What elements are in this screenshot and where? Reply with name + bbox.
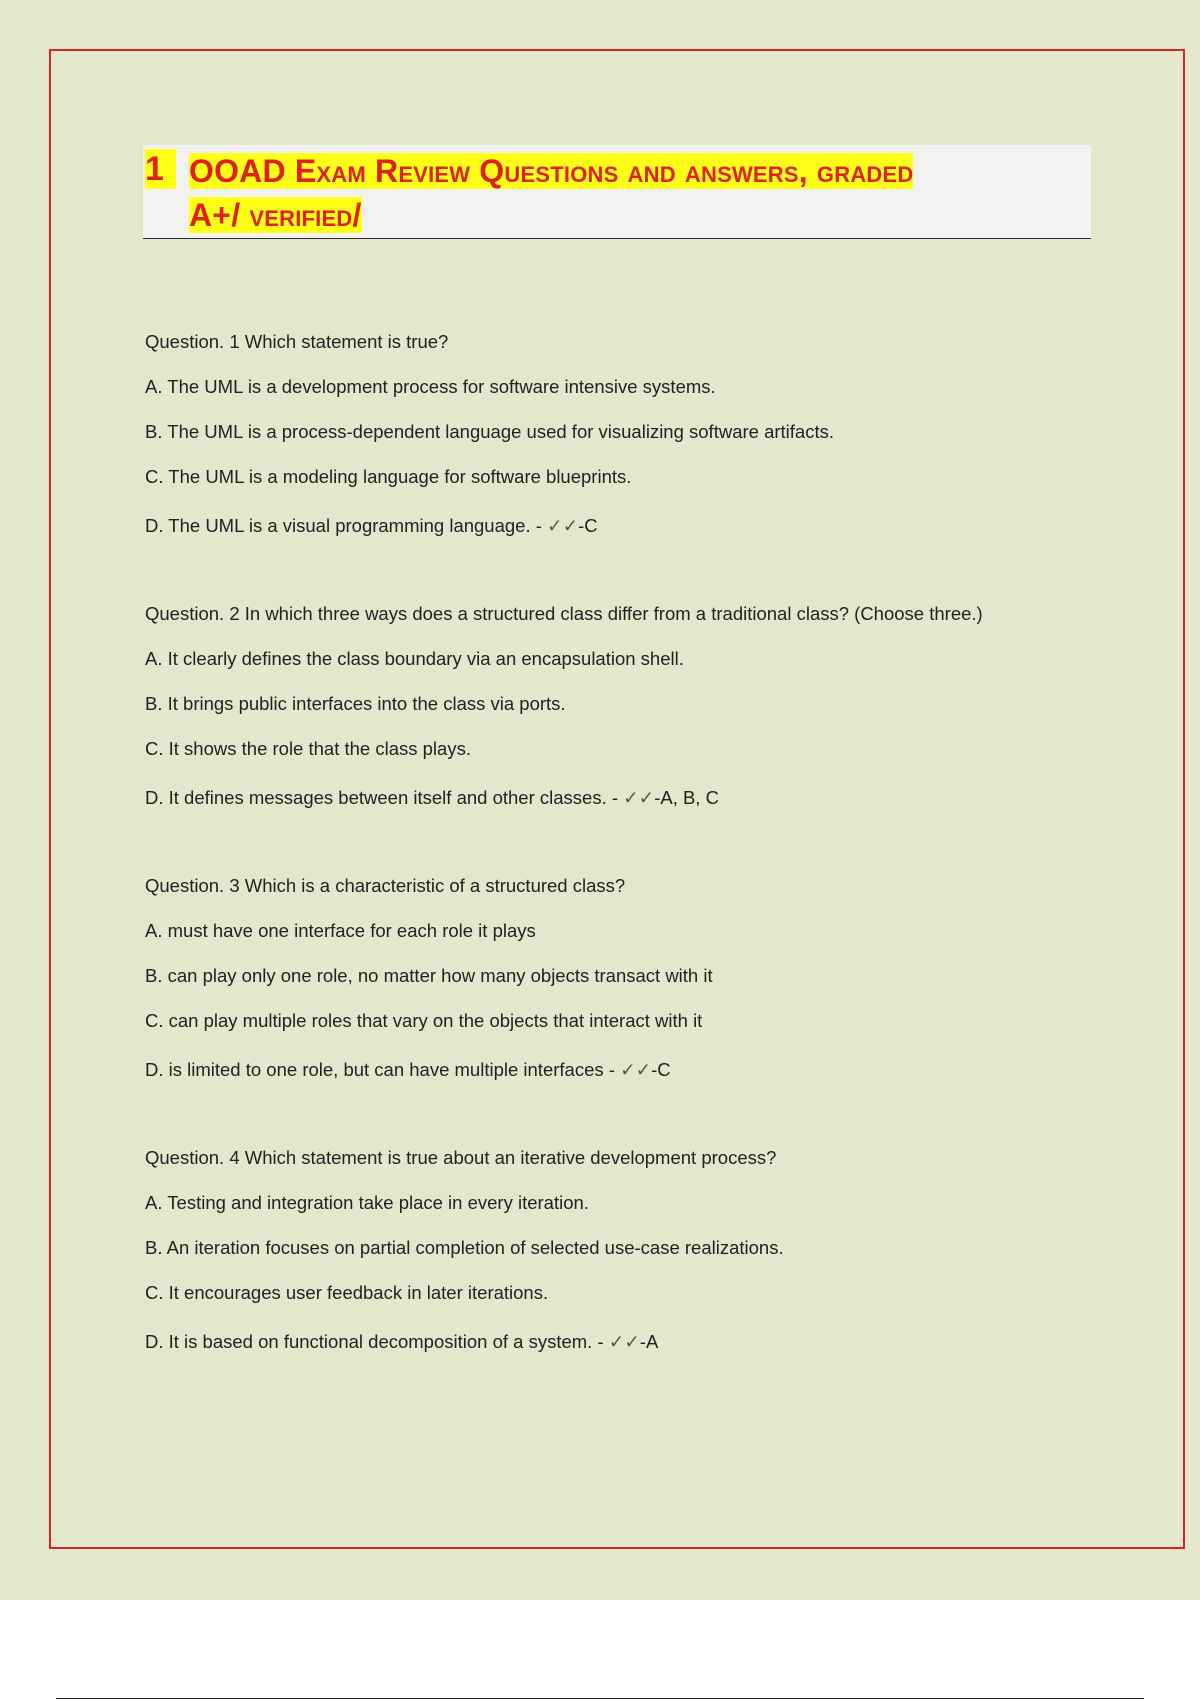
option-a: A. It clearly defines the class boundary via an encapsulation shell. [145, 648, 684, 669]
question-block [145, 598, 1095, 826]
check-icon: ✓ [620, 1059, 633, 1080]
check-icon: ✓ [623, 787, 636, 808]
check-icon: ✓ [635, 1059, 649, 1080]
option-b: B. An iteration focuses on partial completion of selected use-case realizations. [145, 1237, 784, 1258]
title-line-2: A+/ verified/ [189, 197, 362, 233]
title-block [143, 145, 1091, 239]
question-block [145, 326, 1095, 554]
question-prompt: Question. 4 Which statement is true about an iterative development process? [145, 1147, 777, 1168]
question-prompt: Question. 2 In which three ways does a structured class differ from a traditional class? (Choose three.) [145, 603, 983, 624]
option-b: B. can play only one role, no matter how many objects transact with it [145, 965, 713, 986]
questions-list [145, 326, 1095, 1414]
answer-key: -A, B, C [654, 787, 719, 808]
option-c: C. It encourages user feedback in later iterations. [145, 1282, 549, 1303]
option-a: A. The UML is a development process for software intensive systems. [145, 376, 716, 397]
option-c: C. can play multiple roles that vary on the objects that interact with it [145, 1010, 703, 1031]
option-d: D. The UML is a visual programming language. - [145, 515, 542, 536]
option-d-with-answer [145, 1050, 1095, 1098]
title-line-1: OOAD Exam Review Questions and answers, graded [189, 153, 914, 189]
answer-key: -A [639, 1331, 659, 1352]
check-icon: ✓ [624, 1331, 637, 1352]
question-block [145, 870, 1095, 1098]
question-prompt: Question. 1 Which statement is true? [145, 331, 449, 352]
option-d: D. It defines messages between itself and other classes. - [145, 787, 619, 808]
option-a: A. must have one interface for each role it plays [145, 920, 536, 941]
option-d-with-answer [145, 1322, 1095, 1370]
question-block [145, 1142, 1095, 1370]
option-d-with-answer [145, 778, 1095, 826]
option-b: B. It brings public interfaces into the class via ports. [145, 693, 566, 714]
footer-rule [56, 1698, 1144, 1699]
check-icon: ✓ [638, 787, 652, 808]
option-c: C. The UML is a modeling language for software blueprints. [145, 466, 632, 487]
option-d-with-answer [145, 506, 1095, 554]
check-icon: ✓ [608, 1331, 622, 1352]
answer-key: -C [651, 1059, 671, 1080]
answer-key: -C [578, 515, 598, 536]
option-d: D. It is based on functional decomposition of a system. - [145, 1331, 604, 1352]
heading-number: 1 [145, 149, 176, 189]
check-icon: ✓ [562, 515, 576, 536]
option-a: A. Testing and integration take place in every iteration. [145, 1192, 589, 1213]
question-prompt: Question. 3 Which is a characteristic of a structured class? [145, 875, 626, 896]
option-c: C. It shows the role that the class plays. [145, 738, 471, 759]
option-b: B. The UML is a process-dependent language used for visualizing software artifacts. [145, 421, 834, 442]
option-d: D. is limited to one role, but can have multiple interfaces - [145, 1059, 615, 1080]
check-icon: ✓ [547, 515, 560, 536]
page-title [189, 149, 1089, 237]
